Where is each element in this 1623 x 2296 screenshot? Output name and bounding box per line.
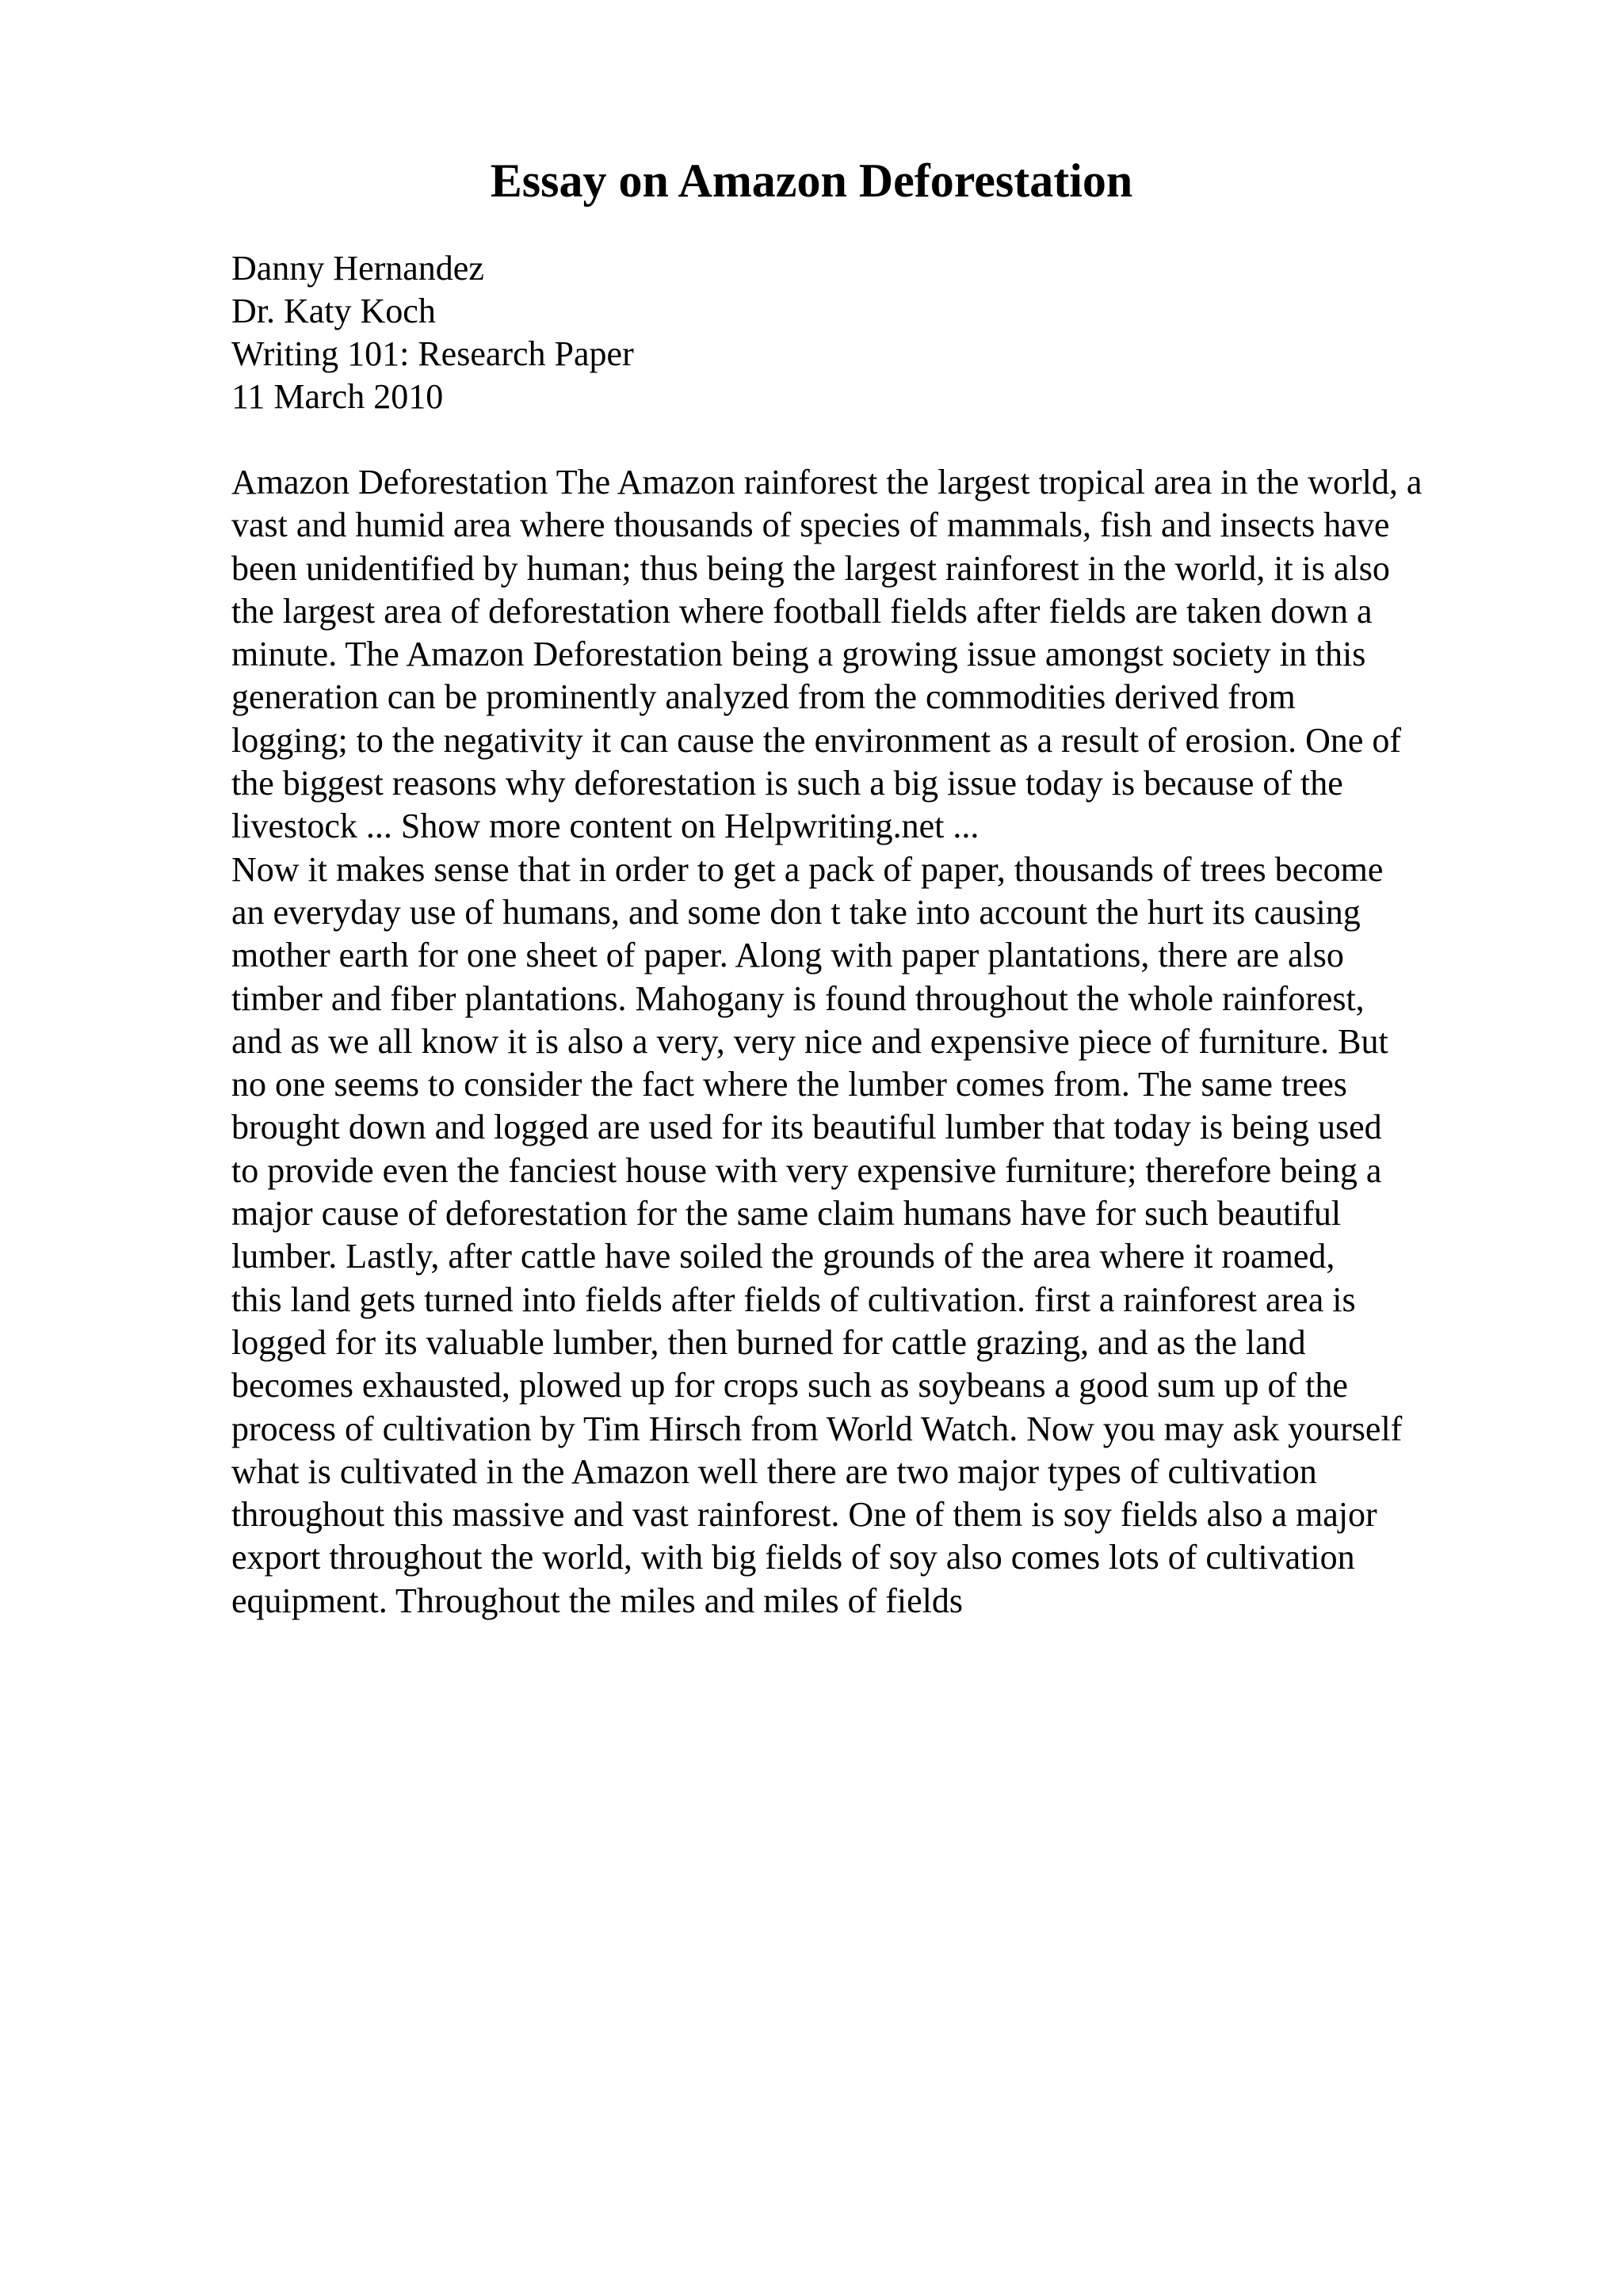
body-line: this land gets turned into fields after fields of cultivation. first a rainforest area is (231, 1280, 1356, 1319)
body-line: to provide even the fanciest house with very expensive furniture; therefore being a (231, 1150, 1382, 1190)
body-line: vast and humid area where thousands of species of mammals, fish and insects have (231, 505, 1390, 545)
body-line: logged for its valuable lumber, then burned for cattle grazing, and as the land (231, 1322, 1306, 1362)
body-line: livestock ... Show more content on Helpwriting.net ... (231, 807, 980, 846)
body-line: what is cultivated in the Amazon well there are two major types of cultivation (231, 1451, 1317, 1491)
body-line: the biggest reasons why deforestation is such a big issue today is because of the (231, 764, 1343, 803)
body-line: throughout this massive and vast rainforest. One of them is soy fields also a major (231, 1495, 1377, 1535)
body-line: the largest area of deforestation where football fields after fields are taken down a (231, 591, 1373, 631)
body-line: generation can be prominently analyzed from the commodities derived from (231, 677, 1296, 717)
body-line: export throughout the world, with big fields of soy also comes lots of cultivation (231, 1538, 1355, 1577)
body-line: major cause of deforestation for the same claim humans have for such beautiful (231, 1194, 1342, 1234)
body-line: process of cultivation by Tim Hirsch from World Watch. Now you may ask yourself (231, 1409, 1403, 1448)
body-line: no one seems to consider the fact where the lumber comes from. The same trees (231, 1065, 1347, 1104)
body-line: been unidentified by human; thus being the largest rainforest in the world, it is also (231, 548, 1390, 588)
body-line: logging; to the negativity it can cause the environment as a result of erosion. One of (231, 720, 1402, 760)
instructor-name: Dr. Katy Koch (231, 292, 436, 330)
document-title: Essay on Amazon Deforestation (490, 154, 1133, 207)
body-line: brought down and logged are used for its beautiful lumber that today is being used (231, 1108, 1382, 1147)
body-line: equipment. Throughout the miles and miles of fields (231, 1581, 964, 1620)
body-line: lumber. Lastly, after cattle have soiled the grounds of the area where it roamed, (231, 1237, 1335, 1276)
author-name: Danny Hernandez (231, 249, 484, 288)
author-header (231, 247, 634, 418)
body-line: Now it makes sense that in order to get a pack of paper, thousands of trees become (231, 849, 1384, 889)
body-line: an everyday use of humans, and some don t take into account the hurt its causing (231, 892, 1361, 932)
course-name: Writing 101: Research Paper (231, 334, 634, 373)
essay-body (231, 461, 1422, 1623)
body-line: and as we all know it is also a very, very nice and expensive piece of furniture. But (231, 1021, 1388, 1061)
body-line: minute. The Amazon Deforestation being a growing issue amongst society in this (231, 635, 1366, 674)
document-date: 11 March 2010 (231, 377, 444, 416)
body-line: Amazon Deforestation The Amazon rainforest the largest tropical area in the world, a (231, 463, 1423, 502)
body-line: becomes exhausted, plowed up for crops such as soybeans a good sum up of the (231, 1366, 1348, 1405)
body-line: mother earth for one sheet of paper. Along with paper plantations, there are also (231, 936, 1344, 975)
body-line: timber and fiber plantations. Mahogany is found throughout the whole rainforest, (231, 978, 1365, 1018)
